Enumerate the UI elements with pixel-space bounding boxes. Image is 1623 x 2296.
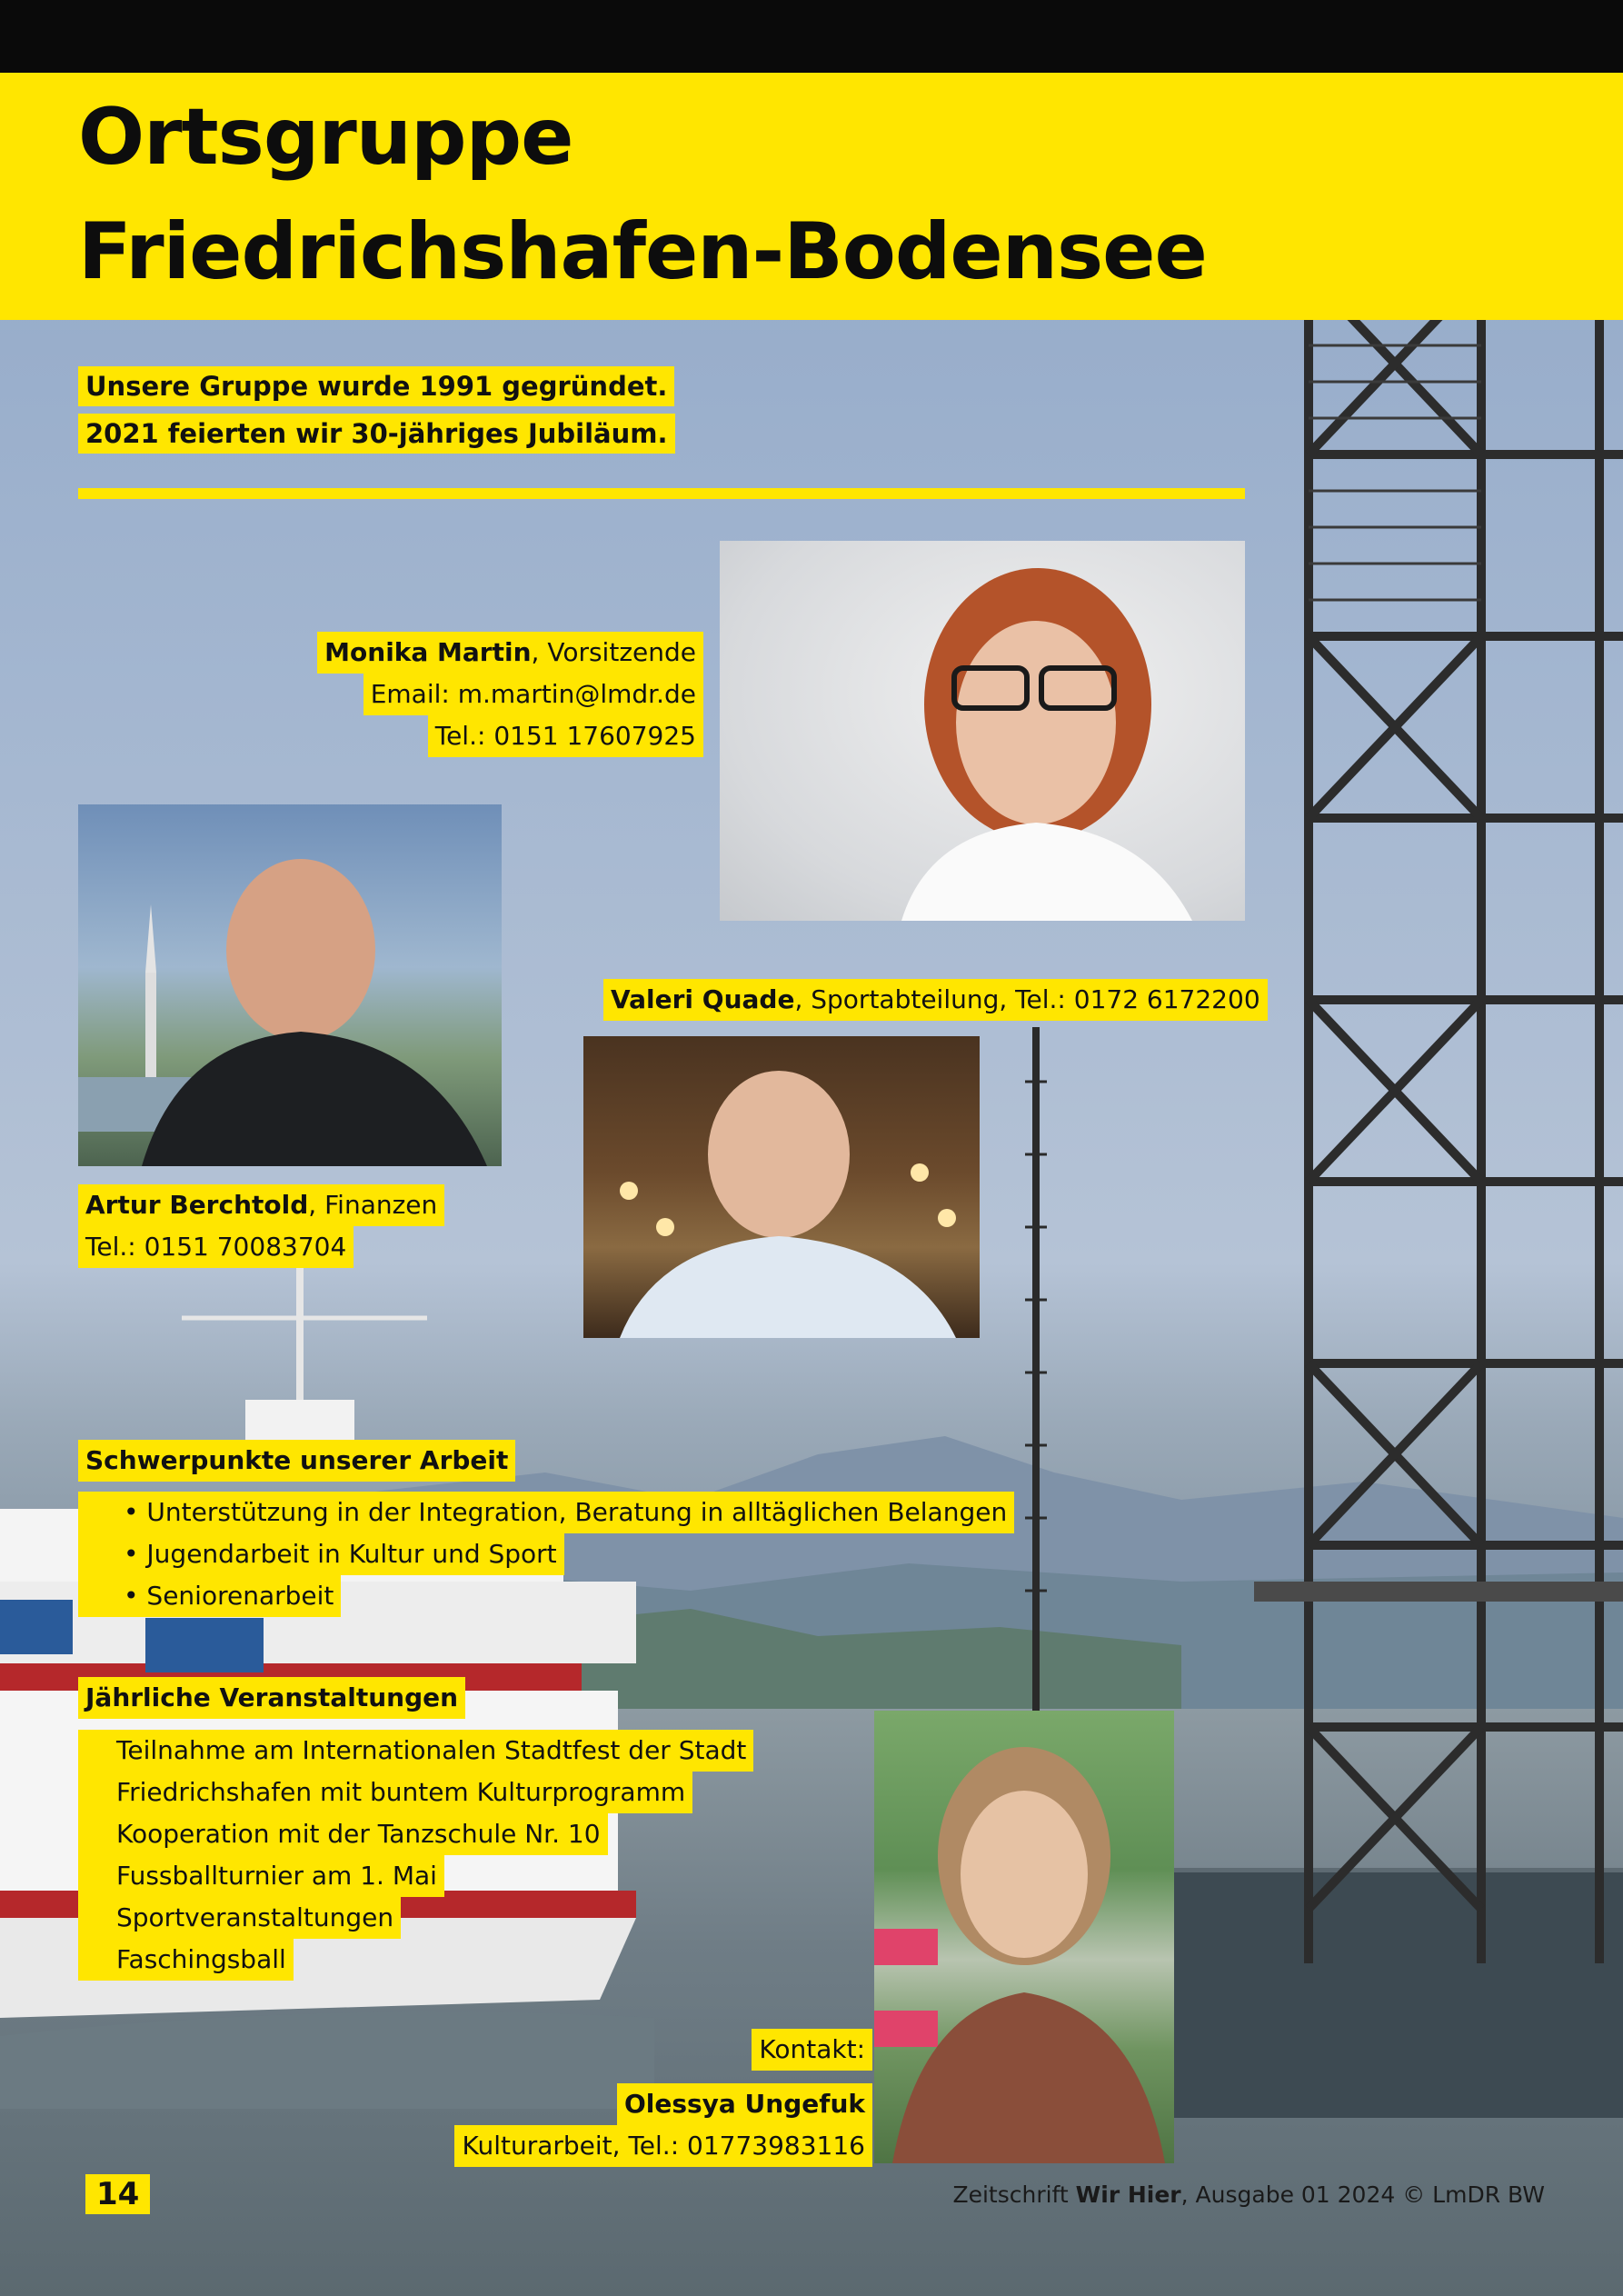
photo-monika-martin (720, 541, 1245, 921)
list-item (78, 1939, 753, 1981)
contact-valeri-role: , Sportabteilung, Tel.: 0172 6172200 (794, 984, 1260, 1014)
events-item-6: Faschingsball (78, 1939, 294, 1981)
top-black-bar (0, 0, 1623, 73)
events-item-4: Fussballturnier am 1. Mai (78, 1855, 444, 1897)
contact-artur-phone: Tel.: 0151 70083704 (78, 1226, 353, 1268)
list-item (78, 1575, 1014, 1617)
contact-monika-phone: Tel.: 0151 17607925 (428, 715, 703, 757)
focus-heading-text: Schwerpunkte unserer Arbeit (85, 1445, 509, 1475)
focus-section (78, 1440, 515, 1482)
contact-artur (78, 1184, 444, 1268)
footer-prefix: Zeitschrift (952, 2181, 1076, 2208)
footer-magazine: Wir Hier (1075, 2181, 1181, 2208)
events-list (78, 1730, 753, 1981)
list-item (78, 1533, 1014, 1575)
events-heading (78, 1677, 465, 1719)
focus-item-3: • Seniorenarbeit (78, 1575, 341, 1617)
contact-valeri-name: Valeri Quade (611, 984, 795, 1014)
list-item (78, 1492, 1014, 1533)
focus-list (78, 1492, 1014, 1617)
list-item (78, 1813, 753, 1855)
events-item-3: Kooperation mit der Tanzschule Nr. 10 (78, 1813, 608, 1855)
photo-valeri-quade (583, 1036, 980, 1338)
contact-valeri (603, 979, 1268, 1021)
contact-artur-role: , Finanzen (308, 1190, 438, 1220)
list-item (78, 1855, 753, 1897)
contact-artur-name: Artur Berchtold (85, 1190, 309, 1220)
contact-monika-name-line (317, 632, 703, 674)
contact-olessya (454, 2029, 872, 2167)
photo-artur-berchtold (78, 804, 502, 1166)
contact-olessya-name-wrap (617, 2083, 872, 2125)
page-title-line1: Ortsgruppe (78, 92, 573, 183)
contact-monika (317, 632, 703, 757)
intro-line1: Unsere Gruppe wurde 1991 gegründet. (78, 366, 674, 406)
photo-olessya-ungefuk (874, 1711, 1174, 2163)
footer-suffix: , Ausgabe 01 2024 © LmDR BW (1180, 2181, 1545, 2208)
events-heading-text: Jährliche Veranstaltungen (85, 1682, 459, 1712)
events-item-1: Teilnahme am Internationalen Stadtfest der Stadt (78, 1730, 753, 1772)
intro-line2: 2021 feierten wir 30-jähriges Jubiläum. (78, 414, 675, 454)
tower-mast (1018, 1027, 1054, 1718)
page-title-line2: Friedrichshafen-Bodensee (78, 206, 1207, 297)
events-item-5: Sportveranstaltungen (78, 1897, 401, 1939)
contact-olessya-name: Olessya Ungefuk (623, 2089, 865, 2119)
portrait-woman-glasses (720, 541, 1245, 921)
page-number: 14 (85, 2174, 150, 2214)
focus-heading (78, 1440, 515, 1482)
yellow-divider (78, 488, 1245, 499)
list-item (78, 1897, 753, 1939)
contact-monika-email: Email: m.martin@lmdr.de (363, 674, 703, 715)
focus-item-1: • Unterstützung in der Integration, Beratung in alltäglichen Belangen (78, 1492, 1014, 1533)
contact-monika-role: , Vorsitzende (531, 637, 696, 667)
list-item (78, 1772, 753, 1813)
portrait-man-monument (78, 804, 502, 1166)
intro-block (78, 366, 675, 461)
footer-credit (952, 2181, 1545, 2208)
focus-item-2: • Jugendarbeit in Kultur und Sport (78, 1533, 564, 1575)
page-title (78, 80, 1207, 309)
contact-valeri-line (603, 979, 1268, 1021)
portrait-man-hall (583, 1036, 980, 1338)
list-item (78, 1730, 753, 1772)
contact-artur-name-line (78, 1184, 444, 1226)
background-tower (1254, 218, 1623, 2036)
events-section (78, 1677, 465, 1719)
portrait-woman-garden (874, 1711, 1174, 2163)
contact-olessya-role: Kulturarbeit, Tel.: 01773983116 (454, 2125, 872, 2167)
contact-olessya-label: Kontakt: (752, 2029, 872, 2071)
contact-monika-name: Monika Martin (324, 637, 532, 667)
events-item-2: Friedrichshafen mit buntem Kulturprogramm (78, 1772, 692, 1813)
